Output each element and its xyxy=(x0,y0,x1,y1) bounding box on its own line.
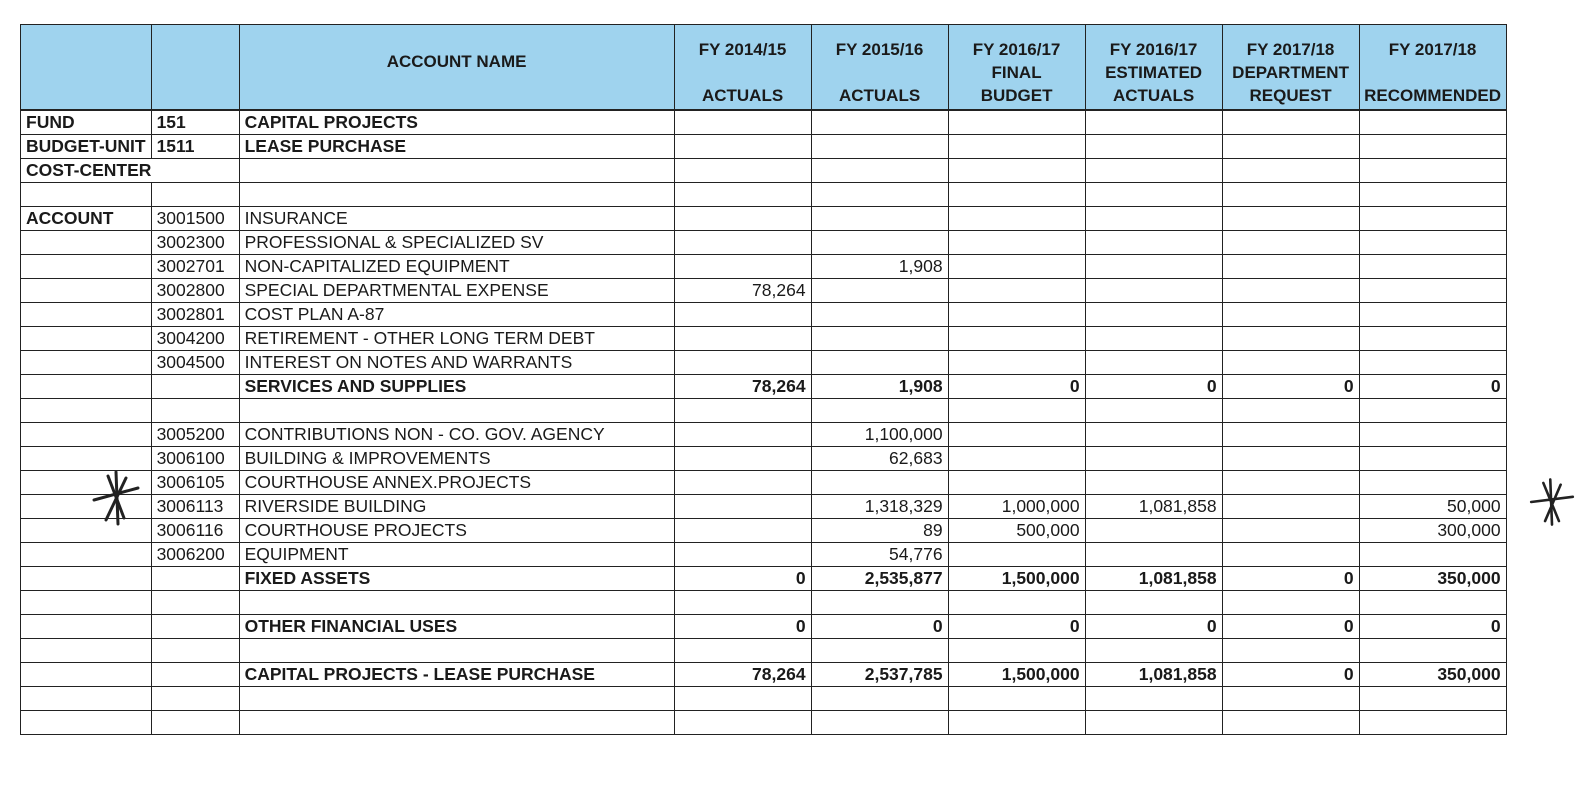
account-code xyxy=(151,375,239,399)
account-code: 3004200 xyxy=(151,327,239,351)
amount-fy1718-recommended: 0 xyxy=(1359,615,1506,639)
amount-fy1516: 0 xyxy=(811,615,948,639)
amount-fy1415: 0 xyxy=(674,567,811,591)
amount-fy1516: 1,100,000 xyxy=(811,423,948,447)
amount-fy1718-recommended xyxy=(1359,543,1506,567)
header-fy1617-final-budget: FY 2016/17 FINAL BUDGET xyxy=(948,25,1085,111)
amount-fy1617-est xyxy=(1085,207,1222,231)
header-fy1415-actuals: FY 2014/15 ACTUALS xyxy=(674,25,811,111)
amount-fy1718-recommended xyxy=(1359,231,1506,255)
amount-fy1617-est: 0 xyxy=(1085,615,1222,639)
account-name: SERVICES AND SUPPLIES xyxy=(239,375,674,399)
account-label: ACCOUNT xyxy=(21,207,152,231)
amount-fy1617-budget: 0 xyxy=(948,375,1085,399)
spacer-row xyxy=(21,591,1507,615)
amount-fy1718-request xyxy=(1222,423,1359,447)
amount-fy1516: 89 xyxy=(811,519,948,543)
amount-fy1718-request xyxy=(1222,255,1359,279)
account-code: 3006113 xyxy=(151,495,239,519)
amount-fy1718-recommended xyxy=(1359,327,1506,351)
header-blank-1 xyxy=(21,25,152,111)
amount-fy1617-est xyxy=(1085,471,1222,495)
amount-fy1617-est: 1,081,858 xyxy=(1085,567,1222,591)
spacer-row xyxy=(21,687,1507,711)
fund-label: FUND xyxy=(21,110,152,135)
amount-fy1617-budget: 1,000,000 xyxy=(948,495,1085,519)
account-row xyxy=(21,351,1507,375)
account-name: COST PLAN A-87 xyxy=(239,303,674,327)
amount-fy1617-budget xyxy=(948,255,1085,279)
budget-unit-code: 1511 xyxy=(151,135,239,159)
account-name: INSURANCE xyxy=(239,207,674,231)
amount-fy1617-est: 1,081,858 xyxy=(1085,663,1222,687)
amount-fy1617-est xyxy=(1085,519,1222,543)
amount-fy1415 xyxy=(674,231,811,255)
amount-fy1415 xyxy=(674,207,811,231)
amount-fy1718-recommended xyxy=(1359,447,1506,471)
amount-fy1617-budget xyxy=(948,471,1085,495)
amount-fy1415: 0 xyxy=(674,615,811,639)
budget-body xyxy=(21,110,1507,735)
amount-fy1415: 78,264 xyxy=(674,663,811,687)
amount-fy1718-request xyxy=(1222,447,1359,471)
amount-fy1415 xyxy=(674,495,811,519)
account-code: 3002701 xyxy=(151,255,239,279)
amount-fy1415 xyxy=(674,543,811,567)
amount-fy1718-recommended: 0 xyxy=(1359,375,1506,399)
amount-fy1617-est xyxy=(1085,255,1222,279)
account-name: OTHER FINANCIAL USES xyxy=(239,615,674,639)
amount-fy1516: 1,318,329 xyxy=(811,495,948,519)
amount-fy1718-request xyxy=(1222,351,1359,375)
header-fy1516-actuals: FY 2015/16 ACTUALS xyxy=(811,25,948,111)
subtotal-row xyxy=(21,615,1507,639)
budget-unit-name: LEASE PURCHASE xyxy=(239,135,674,159)
spacer-row xyxy=(21,399,1507,423)
cost-center-label: COST-CENTER xyxy=(21,159,240,183)
cost-center-row xyxy=(21,159,1507,183)
amount-fy1617-budget xyxy=(948,423,1085,447)
account-code xyxy=(151,615,239,639)
amount-fy1617-est xyxy=(1085,327,1222,351)
amount-fy1718-recommended: 300,000 xyxy=(1359,519,1506,543)
spacer-row xyxy=(21,711,1507,735)
amount-fy1718-recommended xyxy=(1359,423,1506,447)
budget-unit-label: BUDGET-UNIT xyxy=(21,135,152,159)
amount-fy1718-request xyxy=(1222,207,1359,231)
account-name: EQUIPMENT xyxy=(239,543,674,567)
amount-fy1718-request: 0 xyxy=(1222,567,1359,591)
amount-fy1617-est xyxy=(1085,447,1222,471)
account-name: SPECIAL DEPARTMENTAL EXPENSE xyxy=(239,279,674,303)
account-code: 3004500 xyxy=(151,351,239,375)
amount-fy1516 xyxy=(811,207,948,231)
amount-fy1617-est xyxy=(1085,543,1222,567)
account-code: 3006105 xyxy=(151,471,239,495)
amount-fy1617-budget xyxy=(948,351,1085,375)
amount-fy1718-recommended xyxy=(1359,255,1506,279)
account-row xyxy=(21,447,1507,471)
amount-fy1718-recommended xyxy=(1359,303,1506,327)
account-code: 3006100 xyxy=(151,447,239,471)
amount-fy1718-request xyxy=(1222,543,1359,567)
amount-fy1718-request xyxy=(1222,327,1359,351)
amount-fy1718-request xyxy=(1222,231,1359,255)
asterisk-mark-right xyxy=(1526,476,1578,528)
amount-fy1718-request xyxy=(1222,303,1359,327)
spacer-row xyxy=(21,639,1507,663)
header-fy1617-estimated-actuals: FY 2016/17 ESTIMATED ACTUALS xyxy=(1085,25,1222,111)
account-row xyxy=(21,471,1507,495)
amount-fy1718-request xyxy=(1222,495,1359,519)
account-code: 3006116 xyxy=(151,519,239,543)
amount-fy1617-est xyxy=(1085,279,1222,303)
account-code: 3002300 xyxy=(151,231,239,255)
amount-fy1617-budget xyxy=(948,303,1085,327)
amount-fy1718-recommended xyxy=(1359,471,1506,495)
account-code: 3005200 xyxy=(151,423,239,447)
amount-fy1617-budget xyxy=(948,207,1085,231)
amount-fy1617-budget xyxy=(948,279,1085,303)
amount-fy1718-request: 0 xyxy=(1222,615,1359,639)
amount-fy1516: 1,908 xyxy=(811,375,948,399)
amount-fy1415 xyxy=(674,423,811,447)
amount-fy1617-budget xyxy=(948,327,1085,351)
amount-fy1415 xyxy=(674,303,811,327)
amount-fy1516 xyxy=(811,327,948,351)
amount-fy1617-budget xyxy=(948,543,1085,567)
amount-fy1617-est xyxy=(1085,351,1222,375)
amount-fy1415 xyxy=(674,519,811,543)
amount-fy1718-recommended xyxy=(1359,351,1506,375)
account-row xyxy=(21,495,1507,519)
account-row xyxy=(21,207,1507,231)
header-row xyxy=(21,25,1507,111)
account-code: 3002800 xyxy=(151,279,239,303)
account-row xyxy=(21,519,1507,543)
header-account-name: ACCOUNT NAME xyxy=(239,25,674,111)
account-name: COURTHOUSE PROJECTS xyxy=(239,519,674,543)
fund-row xyxy=(21,110,1507,135)
amount-fy1415 xyxy=(674,327,811,351)
account-row xyxy=(21,255,1507,279)
account-row xyxy=(21,231,1507,255)
amount-fy1617-est: 0 xyxy=(1085,375,1222,399)
amount-fy1718-request: 0 xyxy=(1222,375,1359,399)
account-name: PROFESSIONAL & SPECIALIZED SV xyxy=(239,231,674,255)
amount-fy1718-recommended: 350,000 xyxy=(1359,663,1506,687)
amount-fy1617-est: 1,081,858 xyxy=(1085,495,1222,519)
amount-fy1415 xyxy=(674,471,811,495)
account-code: 3006200 xyxy=(151,543,239,567)
account-row xyxy=(21,423,1507,447)
account-row xyxy=(21,327,1507,351)
amount-fy1718-request: 0 xyxy=(1222,663,1359,687)
account-name: COURTHOUSE ANNEX.PROJECTS xyxy=(239,471,674,495)
account-code xyxy=(151,663,239,687)
amount-fy1617-budget: 500,000 xyxy=(948,519,1085,543)
subtotal-row xyxy=(21,663,1507,687)
header-fy1718-department-request: FY 2017/18 DEPARTMENT REQUEST xyxy=(1222,25,1359,111)
header-fy1718-recommended: FY 2017/18 RECOMMENDED xyxy=(1359,25,1506,111)
subtotal-row xyxy=(21,567,1507,591)
amount-fy1516 xyxy=(811,351,948,375)
amount-fy1415 xyxy=(674,351,811,375)
account-code: 3001500 xyxy=(151,207,239,231)
budget-unit-row xyxy=(21,135,1507,159)
account-row xyxy=(21,543,1507,567)
account-name: CONTRIBUTIONS NON - CO. GOV. AGENCY xyxy=(239,423,674,447)
amount-fy1617-est xyxy=(1085,231,1222,255)
amount-fy1516: 62,683 xyxy=(811,447,948,471)
amount-fy1516 xyxy=(811,231,948,255)
amount-fy1516 xyxy=(811,279,948,303)
header-blank-2 xyxy=(151,25,239,111)
budget-sheet xyxy=(20,24,1507,735)
amount-fy1516: 2,537,785 xyxy=(811,663,948,687)
budget-table xyxy=(20,24,1507,735)
account-name: INTEREST ON NOTES AND WARRANTS xyxy=(239,351,674,375)
subtotal-row xyxy=(21,375,1507,399)
account-name: CAPITAL PROJECTS - LEASE PURCHASE xyxy=(239,663,674,687)
spacer-row xyxy=(21,183,1507,207)
amount-fy1718-request xyxy=(1222,279,1359,303)
account-name: NON-CAPITALIZED EQUIPMENT xyxy=(239,255,674,279)
fund-code: 151 xyxy=(151,110,239,135)
amount-fy1718-request xyxy=(1222,519,1359,543)
amount-fy1718-recommended: 50,000 xyxy=(1359,495,1506,519)
account-name: RIVERSIDE BUILDING xyxy=(239,495,674,519)
amount-fy1718-request xyxy=(1222,471,1359,495)
amount-fy1718-recommended: 350,000 xyxy=(1359,567,1506,591)
amount-fy1617-budget: 1,500,000 xyxy=(948,567,1085,591)
amount-fy1415 xyxy=(674,447,811,471)
amount-fy1617-est xyxy=(1085,423,1222,447)
amount-fy1617-budget: 0 xyxy=(948,615,1085,639)
asterisk-mark-left xyxy=(86,468,146,528)
amount-fy1617-budget xyxy=(948,447,1085,471)
amount-fy1516: 1,908 xyxy=(811,255,948,279)
account-name: RETIREMENT - OTHER LONG TERM DEBT xyxy=(239,327,674,351)
amount-fy1617-budget: 1,500,000 xyxy=(948,663,1085,687)
amount-fy1617-est xyxy=(1085,303,1222,327)
amount-fy1415: 78,264 xyxy=(674,375,811,399)
account-code: 3002801 xyxy=(151,303,239,327)
amount-fy1617-budget xyxy=(948,231,1085,255)
amount-fy1718-recommended xyxy=(1359,279,1506,303)
fund-name: CAPITAL PROJECTS xyxy=(239,110,674,135)
account-name: FIXED ASSETS xyxy=(239,567,674,591)
amount-fy1516 xyxy=(811,303,948,327)
amount-fy1516: 2,535,877 xyxy=(811,567,948,591)
account-row xyxy=(21,303,1507,327)
account-name: BUILDING & IMPROVEMENTS xyxy=(239,447,674,471)
account-row xyxy=(21,279,1507,303)
amount-fy1415 xyxy=(674,255,811,279)
amount-fy1516: 54,776 xyxy=(811,543,948,567)
amount-fy1516 xyxy=(811,471,948,495)
amount-fy1415: 78,264 xyxy=(674,279,811,303)
amount-fy1718-recommended xyxy=(1359,207,1506,231)
account-code xyxy=(151,567,239,591)
